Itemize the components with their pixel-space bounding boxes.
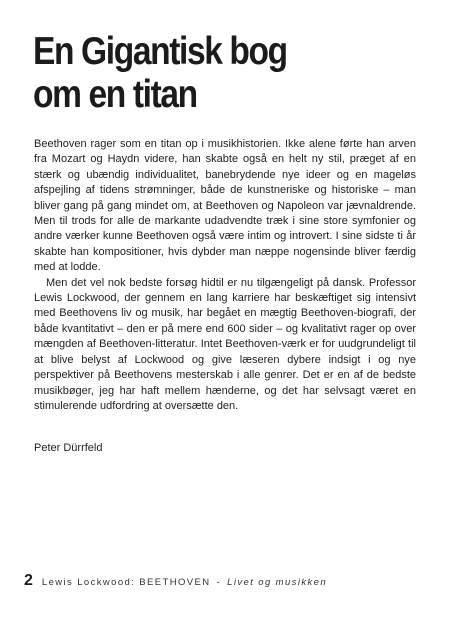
page-title-line-1: En Gigantisk bog [33,30,287,73]
running-head-subtitle: Livet og musikken [227,577,328,588]
paragraph-1: Beethoven rager som en titan op i musikhistorien. Ikke alene førte han arven fra Mozart og Haydn videre, han skabte også en helt ny stil, præget af en stærk og ubændig individualitet, banebrydende nye ideer og en mageløs afspejling af tidens strømninger, både de kunstneriske og historiske – man bliver gang på gang mindet om, at Beethoven og Napoleon var jævnaldrende. Men til trods for alle de markante udadvendte træk i sine store symfonier og andre værker kunne Beethoven også være intim og introvert. I sine sidste ti år skabte han kompositioner, hvis dybder man næppe nogensinde bliver færdig med at lodde. [34,138,416,274]
running-head-book: Lewis Lockwood: BEETHOVEN [41,577,211,588]
running-head-separator: - [216,577,222,588]
paragraph-2: Men det vel nok bedste forsøg hidtil er nu tilgængeligt på dansk. Professor Lewis Lockwood, der gennem en lang karriere har beskæftiget sig intensivt med Beethovens liv og musik, har begået en mægtig Beethoven-biografi, der både kvantitativt – den er på mere end 600 sider – og kvalitativt rager op over mængden af Beethoven-litteratur. Intet Beethoven-værk er for uudgrundeligt til at blive belyst af Lockwood og give læseren dybere indsigt i og nye perspektiver på Beethovens mesterskab i alle genrer. Det er en af de bedste musikbøger, jeg har haft mellem hænderne, og det har selvsagt været en stimulerende udfordring at oversætte den. [34,276,416,412]
body-text [34,137,416,414]
page-title-line-2: om en titan [33,73,197,116]
author-signature: Peter Dürrfeld [34,442,103,454]
page-footer [24,572,327,592]
running-head [42,577,327,588]
page-number: 2 [24,572,33,589]
page-title [33,30,368,116]
